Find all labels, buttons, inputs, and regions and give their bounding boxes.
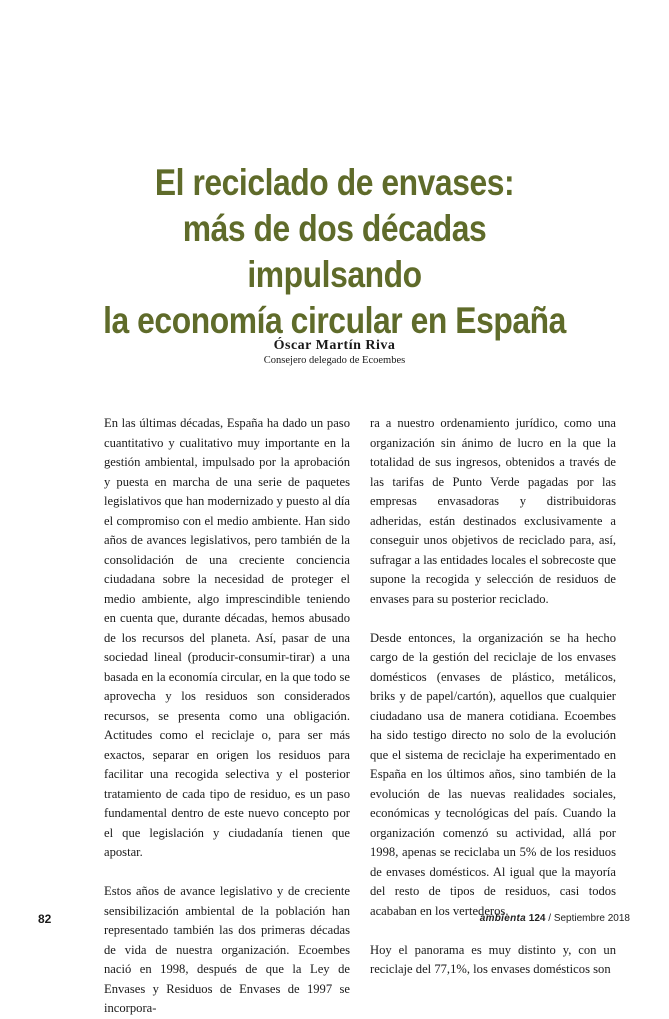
footer-separator: / bbox=[548, 913, 552, 924]
magazine-footer bbox=[470, 913, 630, 924]
author-name: Óscar Martín Riva bbox=[273, 338, 396, 353]
paragraph: ra a nuestro ordenamiento jurídico, como una organización sin ánimo de lucro en la que la totalidad de sus ingresos, obtenidos a través de las tarifas de Punto Verde pagadas por las empresas envasadoras y distribuidoras adheridas, están destinados exclusivamente a conseguir unos objetivos de reciclado para, así, sufragar a las entidades locales el sobrecoste que supone la recogida y selección de residuos de envases para su posterior reciclado. bbox=[370, 416, 616, 606]
title-line-1: El reciclado de envases: bbox=[154, 162, 515, 203]
author-role: Consejero delegado de Ecoembes bbox=[263, 355, 406, 366]
magazine-name: ambienta bbox=[479, 913, 527, 924]
paragraph: Hoy el panorama es muy distinto y, con un reciclaje del 77,1%, los envases domésticos son bbox=[370, 942, 616, 976]
paragraph: Desde entonces, la organización se ha hecho cargo de la gestión del reciclaje de los envases domésticos (envases de plástico, metálicos, briks y de papel/cartón), aquellos que cualquier ciudadano usa de manera cotidiana. Ecoembes ha sido testigo directo no solo de la evolución que el sistema de reciclaje ha experimentado en España en los últimos años, sino también de la evolución de las nuevas realidades sociales, económicas y tecnológicas del país. Cuando la organización comenzó su actividad, allá por 1998, apenas se reciclaba un 5% de los residuos de envases domésticos. Al igual que la mayoría del resto de tipos de residuos, casi todos acababan en los vertederos. bbox=[370, 630, 616, 918]
title-line-2: más de dos décadas impulsando bbox=[182, 208, 487, 295]
body-column-left bbox=[104, 414, 350, 1019]
title-line-3: la economía circular en España bbox=[103, 300, 566, 341]
issue-date: Septiembre 2018 bbox=[553, 913, 630, 924]
paragraph: Estos años de avance legislativo y de creciente sensibilización ambiental de la población han representado también las dos primeras décadas de vida de nuestra organización. Ecoembes nació en 1998, después de que la Ley de Envases y Residuos de Envases de 1997 se incorpora- bbox=[104, 884, 350, 1015]
paragraph: En las últimas décadas, España ha dado un paso cuantitativo y cualitativo muy importante en la gestión ambiental, impulsado por la aprobación y puesta en marcha de una serie de paquetes legislativos que han modernizado y puesto al día el compromiso con el medio ambiente. Han sido años de avances legislativos, pero también de la consolidación de una creciente conciencia ciudadana sobre la necesidad de proteger el medio ambiente, algo imprescindible teniendo en cuenta que, durante décadas, hemos abusado de los recursos del planeta. Así, pasar de una sociedad lineal (producir-consumir-tirar) a una basada en la economía circular, en la que todo se aprovecha y los residuos son considerados recursos, se presenta como una obligación. Actitudes como el reciclaje o, para ser más exactos, separar en origen los residuos para facilitar una recogida selectiva y el posterior tratamiento de cada tipo de residuo, es un paso fundamental dentro de este nuevo concepto por el que legislación y ciudadanía tienen que apostar. bbox=[104, 416, 350, 859]
body-column-right bbox=[370, 414, 616, 980]
article-title bbox=[98, 160, 570, 344]
page-number: 82 bbox=[38, 912, 52, 926]
issue-number: 124 bbox=[528, 913, 546, 924]
